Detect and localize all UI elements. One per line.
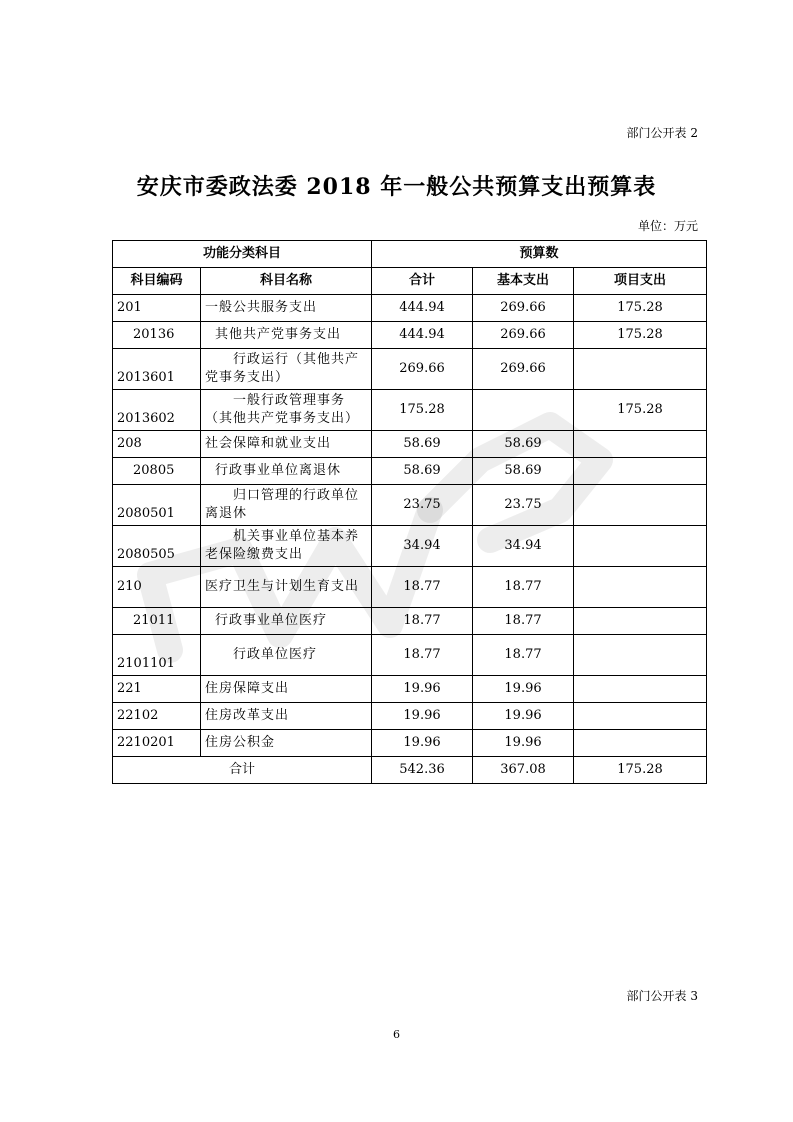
row-project — [574, 431, 707, 458]
header-basic: 基本支出 — [473, 268, 574, 295]
row-project — [574, 635, 707, 676]
row-total: 444.94 — [372, 322, 473, 349]
row-code: 210 — [113, 567, 201, 608]
row-basic: 58.69 — [473, 458, 574, 485]
row-code: 2080501 — [113, 485, 201, 526]
page-title: 安庆市委政法委 2018 年一般公共预算支出预算表 — [136, 174, 657, 200]
row-basic: 269.66 — [473, 322, 574, 349]
total-project: 175.28 — [574, 757, 707, 784]
header-total: 合计 — [372, 268, 473, 295]
row-project — [574, 608, 707, 635]
row-name: 行政运行（其他共产党事务支出） — [201, 349, 372, 390]
row-project — [574, 730, 707, 757]
header-budget: 预算数 — [372, 241, 707, 268]
row-name: 医疗卫生与计划生育支出 — [201, 567, 372, 608]
page-number: 6 — [393, 1028, 400, 1041]
row-basic: 18.77 — [473, 567, 574, 608]
row-basic: 34.94 — [473, 526, 574, 567]
row-basic: 19.96 — [473, 703, 574, 730]
row-code: 221 — [113, 676, 201, 703]
row-code: 201 — [113, 295, 201, 322]
header-function-category: 功能分类科目 — [113, 241, 372, 268]
row-total: 18.77 — [372, 608, 473, 635]
row-basic: 23.75 — [473, 485, 574, 526]
row-total: 58.69 — [372, 458, 473, 485]
row-code: 22102 — [113, 703, 201, 730]
row-code: 21011 — [113, 608, 201, 635]
row-code: 20136 — [113, 322, 201, 349]
row-name: 机关事业单位基本养老保险缴费支出 — [201, 526, 372, 567]
row-project: 175.28 — [574, 390, 707, 431]
row-name: 其他共产党事务支出 — [201, 322, 372, 349]
row-basic: 58.69 — [473, 431, 574, 458]
table-row — [113, 322, 707, 349]
row-basic: 18.77 — [473, 635, 574, 676]
header-project: 项目支出 — [574, 268, 707, 295]
row-basic: 19.96 — [473, 676, 574, 703]
total-basic: 367.08 — [473, 757, 574, 784]
row-code: 20805 — [113, 458, 201, 485]
row-total: 19.96 — [372, 676, 473, 703]
table-row — [113, 295, 707, 322]
row-project — [574, 676, 707, 703]
row-project — [574, 485, 707, 526]
header-name: 科目名称 — [201, 268, 372, 295]
row-total: 34.94 — [372, 526, 473, 567]
row-total: 19.96 — [372, 730, 473, 757]
row-code: 2080505 — [113, 526, 201, 567]
row-code: 2013602 — [113, 390, 201, 431]
row-code: 2013601 — [113, 349, 201, 390]
budget-table — [112, 240, 707, 784]
row-basic: 269.66 — [473, 349, 574, 390]
row-name: 住房公积金 — [201, 730, 372, 757]
row-code: 208 — [113, 431, 201, 458]
row-basic — [473, 390, 574, 431]
table-row — [113, 349, 707, 390]
row-total: 269.66 — [372, 349, 473, 390]
row-project: 175.28 — [574, 295, 707, 322]
row-project — [574, 526, 707, 567]
header-code: 科目编码 — [113, 268, 201, 295]
row-total: 175.28 — [372, 390, 473, 431]
row-project — [574, 349, 707, 390]
row-name: 一般公共服务支出 — [201, 295, 372, 322]
page-label-top: 部门公开表 2 — [626, 126, 698, 140]
total-row — [113, 757, 707, 784]
row-name: 社会保障和就业支出 — [201, 431, 372, 458]
row-total: 18.77 — [372, 635, 473, 676]
row-code: 2101101 — [113, 635, 201, 676]
table-row — [113, 390, 707, 431]
row-name: 行政单位医疗 — [201, 635, 372, 676]
row-total: 444.94 — [372, 295, 473, 322]
row-name: 归口管理的行政单位离退休 — [201, 485, 372, 526]
row-basic: 18.77 — [473, 608, 574, 635]
table-row — [113, 567, 707, 608]
total-label: 合计 — [113, 757, 372, 784]
row-code: 2210201 — [113, 730, 201, 757]
row-name: 行政事业单位医疗 — [201, 608, 372, 635]
table-row — [113, 458, 707, 485]
table-row — [113, 526, 707, 567]
row-name: 住房保障支出 — [201, 676, 372, 703]
row-total: 18.77 — [372, 567, 473, 608]
table-row — [113, 635, 707, 676]
row-basic: 19.96 — [473, 730, 574, 757]
row-total: 19.96 — [372, 703, 473, 730]
table-row — [113, 608, 707, 635]
row-total: 58.69 — [372, 431, 473, 458]
table-row — [113, 485, 707, 526]
row-project — [574, 458, 707, 485]
unit-label: 单位：万元 — [637, 219, 698, 233]
row-project — [574, 567, 707, 608]
row-name: 一般行政管理事务（其他共产党事务支出） — [201, 390, 372, 431]
row-name: 行政事业单位离退休 — [201, 458, 372, 485]
total-total: 542.36 — [372, 757, 473, 784]
row-name: 住房改革支出 — [201, 703, 372, 730]
table-row — [113, 730, 707, 757]
row-project — [574, 703, 707, 730]
table-row — [113, 676, 707, 703]
table-row — [113, 431, 707, 458]
row-project: 175.28 — [574, 322, 707, 349]
table-row — [113, 703, 707, 730]
page-label-bottom: 部门公开表 3 — [626, 989, 698, 1003]
row-basic: 269.66 — [473, 295, 574, 322]
row-total: 23.75 — [372, 485, 473, 526]
